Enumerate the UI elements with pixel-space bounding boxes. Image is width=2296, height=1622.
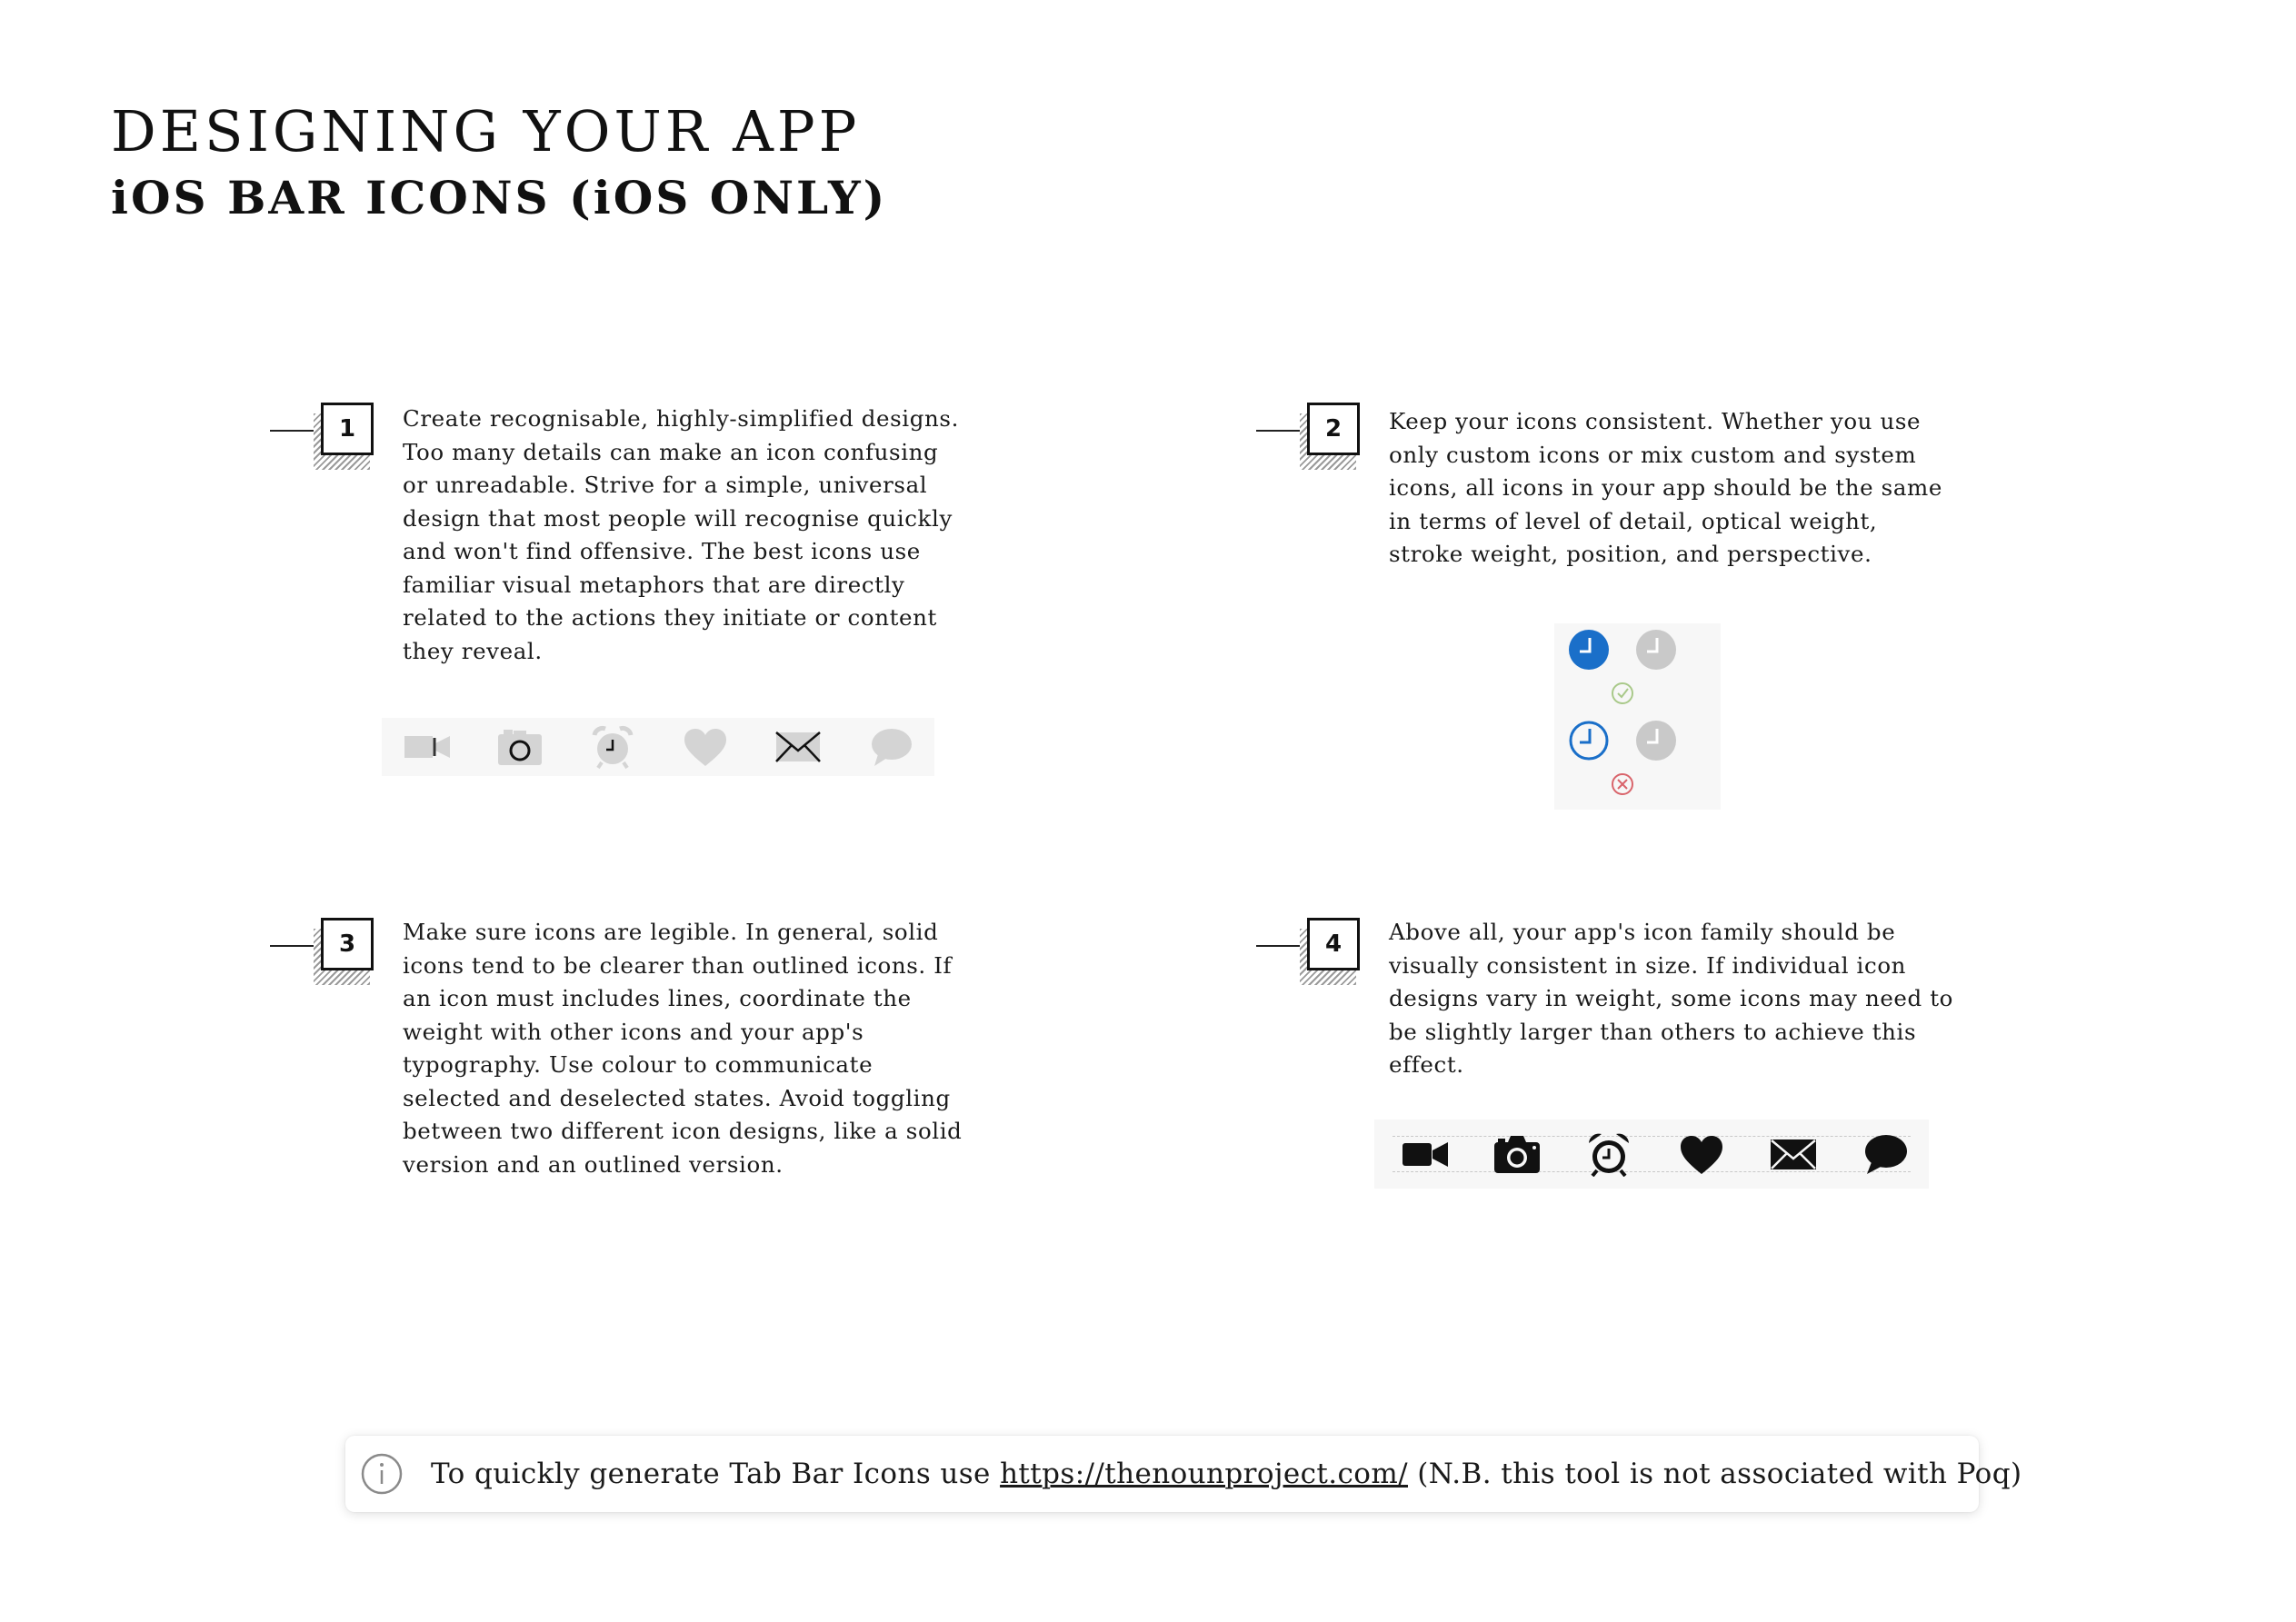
tip-line: Too many details can make an icon confusing — [403, 438, 939, 465]
tip-number-marker — [270, 403, 379, 475]
alarm-clock-icon — [1583, 1131, 1634, 1177]
tip-line: visually consistent in size. If individual icon — [1389, 951, 1907, 979]
selected-clock-icon — [1569, 630, 1609, 670]
camera-icon — [1492, 1131, 1542, 1177]
tip-text — [403, 403, 959, 668]
tip-line: an icon must includes lines, coordinate the — [403, 985, 912, 1011]
consistency-comparison-panel — [1554, 623, 1721, 810]
tip-line: design that most people will recognise quickly — [403, 504, 953, 532]
deselected-clock-icon — [1636, 630, 1676, 670]
tip-line: be slightly larger than others to achieve this — [1389, 1018, 1917, 1045]
page-subtitle: iOS BAR ICONS (iOS ONLY) — [111, 171, 888, 224]
tip-number: 1 — [321, 403, 374, 455]
tip-line: stroke weight, position, and perspective. — [1389, 541, 1872, 567]
heart-icon — [1676, 1131, 1727, 1177]
tip-text — [1389, 405, 1942, 572]
info-banner — [345, 1436, 2022, 1512]
speech-bubble-icon — [865, 724, 916, 770]
tip-line: icons tend to be clearer than outlined icons. If — [403, 951, 953, 979]
tip-line: selected and deselected states. Avoid toggling — [403, 1084, 951, 1111]
banner-text — [431, 1458, 2021, 1490]
heart-icon — [680, 724, 731, 770]
consistent-icon-strip — [1374, 1119, 1929, 1189]
banner-prefix: To quickly generate Tab Bar Icons use — [431, 1458, 1001, 1490]
alarm-clock-icon — [587, 724, 638, 770]
tip-line: version and an outlined version. — [403, 1150, 784, 1178]
tip-line: Above all, your app's icon family should be — [1389, 919, 1896, 945]
deselected-clock-icon — [1636, 721, 1676, 761]
tip-line: typography. Use colour to communicate — [403, 1051, 873, 1078]
tip-line: or unreadable. Strive for a simple, universal — [403, 472, 928, 498]
camera-icon — [494, 724, 545, 770]
envelope-icon — [1768, 1131, 1819, 1177]
tip-line: Create recognisable, highly-simplified designs. — [403, 405, 959, 432]
tip-text — [403, 916, 962, 1181]
correct-check-icon — [1612, 683, 1632, 703]
video-camera-icon — [402, 724, 453, 770]
tip-line: Make sure icons are legible. In general, solid — [403, 919, 939, 945]
noun-project-link[interactable]: https://thenounproject.com/ — [1000, 1458, 1408, 1490]
tip-number: 4 — [1307, 918, 1360, 970]
envelope-icon — [773, 724, 824, 770]
banner-suffix: (N.B. this tool is not associated with Poq) — [1407, 1458, 2022, 1490]
tip-line: they reveal. — [403, 637, 543, 664]
tip-number-marker — [270, 918, 379, 990]
inconsistent-icon-strip — [382, 718, 934, 776]
tip-line: and won't find offensive. The best icons use — [403, 538, 921, 564]
video-camera-icon — [1400, 1131, 1451, 1177]
page-title: DESIGNING YOUR APP — [111, 98, 861, 164]
tip-number: 2 — [1307, 403, 1360, 455]
tip-line: effect. — [1389, 1051, 1464, 1078]
tip-line: between two different icon designs, like a solid — [403, 1118, 963, 1144]
tip-line: related to the actions they initiate or content — [403, 604, 937, 631]
info-icon — [360, 1452, 404, 1496]
tip-line: icons, all icons in your app should be the same — [1389, 474, 1942, 501]
tip-line: designs vary in weight, some icons may need to — [1389, 985, 1953, 1011]
tip-number-marker — [1256, 918, 1365, 990]
tip-text — [1389, 916, 1953, 1082]
tip-line: Keep your icons consistent. Whether you use — [1389, 408, 1922, 434]
outlined-clock-icon — [1571, 722, 1607, 759]
wrong-cross-icon — [1612, 774, 1632, 794]
tip-line: in terms of level of detail, optical weight, — [1389, 507, 1878, 534]
tip-line: weight with other icons and your app's — [403, 1018, 864, 1045]
tip-line: familiar visual metaphors that are directly — [403, 571, 905, 598]
speech-bubble-icon — [1860, 1131, 1911, 1177]
tip-line: only custom icons or mix custom and system — [1389, 441, 1917, 468]
tip-number-marker — [1256, 403, 1365, 475]
tip-number: 3 — [321, 918, 374, 970]
